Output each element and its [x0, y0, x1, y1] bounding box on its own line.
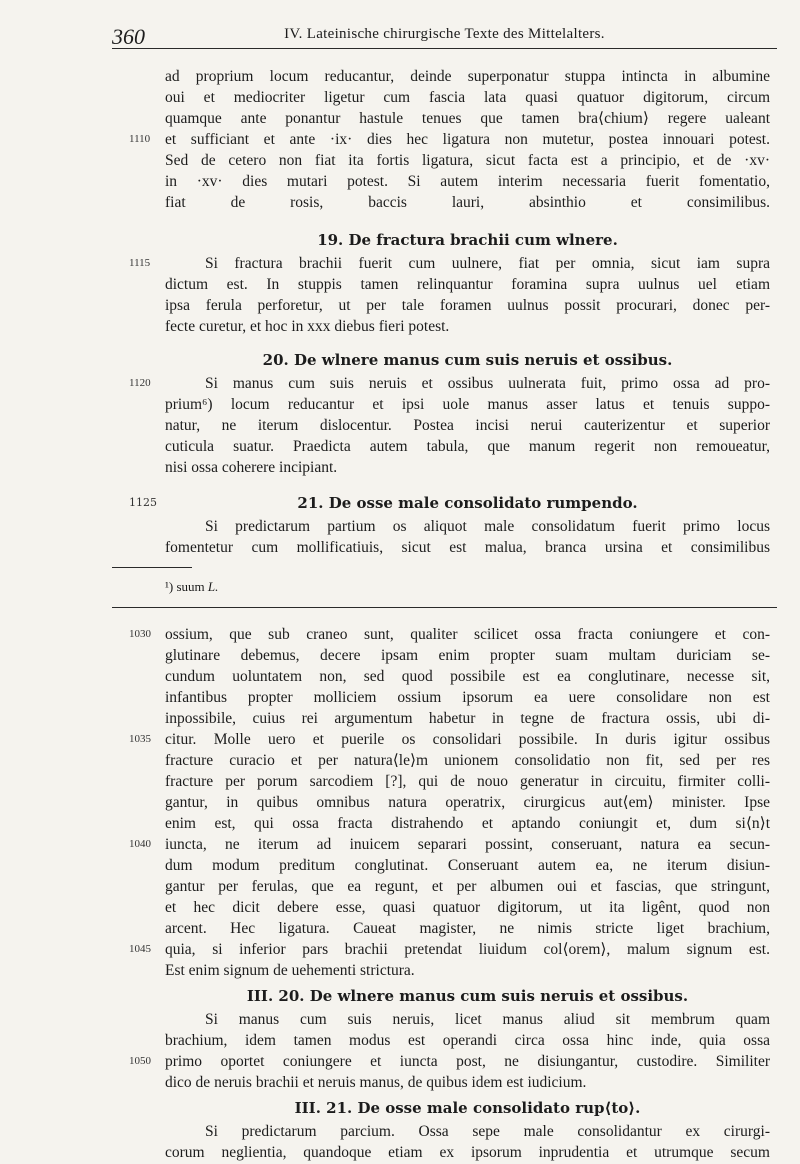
line-text: Est enim signum de uehementi strictura. [165, 962, 415, 979]
text-line [165, 813, 770, 834]
text-line [129, 1051, 770, 1072]
heading-text: 20. De wlnere manus cum suis neruis et ossibus. [262, 351, 673, 369]
line-number: 1110 [129, 133, 151, 145]
text-line [165, 316, 770, 337]
line-number: 1115 [129, 257, 151, 269]
text-line [165, 687, 770, 708]
text-line [165, 645, 770, 666]
page-number: 360 [112, 24, 145, 49]
line-text: prium⁶) locum reducantur et ipsi uole manus asser latus et tenuis suppo- [165, 396, 770, 413]
text-line [165, 537, 770, 558]
line-text: Si manus cum suis neruis, licet manus aliud sit membrum quam [205, 1011, 770, 1028]
text-line [165, 792, 770, 813]
text-line [165, 516, 770, 537]
section-divider-rule [112, 607, 777, 608]
line-text: glutinare debemus, decere ipsam enim propter suam multam duriciam se- [165, 647, 770, 664]
line-text: Si predictarum parcium. Ossa sepe male consolidantur ex cirurgi- [205, 1123, 770, 1140]
text-line [165, 192, 770, 213]
text-line [165, 876, 770, 897]
line-text: citur. Molle uero et puerile os consolidari possibile. In duris igitur ossibus [165, 731, 770, 748]
line-text: ad proprium locum reducantur, deinde superponatur stuppa intincta in albumine [165, 68, 770, 85]
line-text: fracture curacio et per natura⟨le⟩m unionem consolidatio non fit, sed per res [165, 752, 770, 769]
text-line [165, 171, 770, 192]
line-text: iuncta, ne iterum ad inuicem separari possint, conseruant, natura ea secun- [165, 836, 770, 853]
heading-text: III. 21. De osse male consolidato rup⟨to⟩. [294, 1099, 641, 1117]
heading-text: 19. De fractura brachii cum wlnere. [317, 231, 618, 249]
line-text: et sufficiant et ante ·ix· dies hec ligatura non mutetur, postea innouari potest. [165, 131, 770, 148]
text-line [129, 624, 770, 645]
text-line [165, 66, 770, 87]
text-line [165, 295, 770, 316]
line-number: 1050 [129, 1055, 151, 1067]
text-line [165, 150, 770, 171]
text-line [165, 436, 770, 457]
text-line [129, 939, 770, 960]
upper-text-block [129, 66, 770, 558]
line-text: oui et mediocriter ligetur cum fascia lata quasi quatuor digitorum, circum [165, 89, 770, 106]
line-number: 1035 [129, 733, 151, 745]
line-text: quamque ante ponantur hastule tenues que tamen bra⟨chium⟩ regere ualeant [165, 110, 770, 127]
page-header [112, 22, 777, 48]
heading-text: 21. De osse male consolidato rumpendo. [297, 494, 638, 512]
footnote-siglum: L. [207, 579, 219, 594]
section-heading [129, 490, 770, 516]
heading-text: III. 20. De wlnere manus cum suis neruis et ossibus. [246, 987, 689, 1005]
text-line [165, 87, 770, 108]
text-line [165, 771, 770, 792]
text-line [165, 457, 770, 478]
text-line [165, 274, 770, 295]
text-line [165, 960, 770, 981]
line-text: dum modum preditum conglutinat. Conseruant autem ea, ne iterum disiun- [165, 857, 770, 874]
running-title: IV. Lateinische chirurgische Texte des Mittelalters. [284, 26, 605, 42]
line-text: ossium, que sub craneo sunt, qualiter scilicet ossa fracta coniungere et con- [165, 626, 770, 643]
footnote [165, 579, 218, 595]
line-text: gantur, in quibus omnibus natura operatrix, cirurgicus aut⟨em⟩ minister. Ipse [165, 794, 770, 811]
line-text: quia, si inferior pars brachii pretendat liuidum col⟨orem⟩, malum signum est. [165, 941, 770, 958]
line-text: primo oportet coniungere et iuncta post, ne disiungantur, custodire. Similiter [165, 1053, 770, 1070]
line-text: inpossibile, cuius rei argumentum habetur in tegne de fractura ossis, ubi di- [165, 710, 770, 727]
text-line [129, 834, 770, 855]
line-number: 1045 [129, 943, 151, 955]
text-line [165, 918, 770, 939]
text-line [165, 1030, 770, 1051]
line-text: in ·xv· dies mutari potest. Si autem interim necessaria fuerit fomentatio, [165, 173, 770, 190]
line-text: natur, ne iterum dislocentur. Postea incisi nerui cauterizentur et superior [165, 417, 770, 434]
line-text: dictum est. In stuppis tamen relinquantur foramina supra uulnus uel etiam [165, 276, 770, 293]
line-text: gantur per ferulas, que ea regunt, et per albumen oui et fascias, que stringunt, [165, 878, 770, 895]
text-line [165, 1072, 770, 1093]
header-rule [112, 48, 777, 49]
line-text: brachium, idem tamen modus est operandi circa ossa hinc inde, quia ossa [165, 1032, 770, 1049]
line-text: ipsa ferula perforetur, ut per tale foramen uulnus possit procurari, donec per- [165, 297, 770, 314]
line-text: et hec dicit debere esse, quasi quatuor digitorum, ut ita ligênt, quod non [165, 899, 770, 916]
line-text: dico de neruis brachii et neruis manus, de quibus idem est iudicium. [165, 1074, 587, 1091]
line-text: Si predictarum partium os aliquot male consolidatum fuerit primo locus [205, 518, 770, 535]
text-line [165, 1142, 770, 1163]
line-text: fiat de rosis, baccis lauri, absinthio et consimilibus. [165, 194, 770, 211]
text-line [129, 373, 770, 394]
text-line [165, 750, 770, 771]
text-line [129, 729, 770, 750]
line-number: 1040 [129, 838, 151, 850]
line-text: enim est, qui ossa fracta distrahendo et aptando coniungit et, dum si⟨n⟩t [165, 815, 770, 832]
text-line [165, 897, 770, 918]
line-text: nisi ossa coherere incipiant. [165, 459, 338, 476]
line-text: arcent. Hec ligatura. Caueat magister, ne nimis stricte liget brachium, [165, 920, 770, 937]
section-heading [165, 983, 770, 1009]
text-line [165, 108, 770, 129]
line-number: 1030 [129, 628, 151, 640]
footnote-rule [112, 567, 192, 568]
line-text: infantibus propter molliciem ossium ipsorum ea uere consolidare non est [165, 689, 770, 706]
section-heading [165, 1095, 770, 1121]
text-line [165, 855, 770, 876]
section-heading [165, 227, 770, 253]
text-line [129, 129, 770, 150]
footnote-mark: ¹) [165, 579, 174, 594]
line-text: Sed de cetero non fiat ita fortis ligatura, sicut facta est a principio, et de ·xv· [165, 152, 770, 169]
text-line [165, 394, 770, 415]
line-text: corum neglientia, quandoque etiam ex ipsorum inprudentia et utrumque secum [165, 1144, 770, 1161]
text-line [165, 1009, 770, 1030]
text-line [165, 708, 770, 729]
text-line [165, 666, 770, 687]
line-text: cundum uoluntatem non, sed quod possibile est ea conglutinare, necesse sit, [165, 668, 770, 685]
text-line [165, 415, 770, 436]
section-heading [165, 347, 770, 373]
line-text: fecte curetur, et hoc in xxx diebus fieri potest. [165, 318, 450, 335]
line-text: fracture per porum sarcodiem [?], qui de nouo generatur in circuitu, firmiter colli- [165, 773, 770, 790]
line-number: 1125 [129, 496, 157, 509]
footnote-text: suum [176, 579, 205, 594]
line-text: fomentetur cum mollificatiuis, sicut est malua, branca ursina et consimilibus [165, 539, 770, 556]
line-text: cuticula suatur. Praedicta autem tabula, que manum regerit non remoueatur, [165, 438, 770, 455]
line-number: 1120 [129, 377, 151, 389]
line-text: Si fractura brachii fuerit cum uulnere, fiat per omnia, sicut iam supra [205, 255, 770, 272]
text-line [129, 253, 770, 274]
line-text: Si manus cum suis neruis et ossibus uulnerata fuit, primo ossa ad pro- [205, 375, 770, 392]
text-line [165, 1121, 770, 1142]
lower-text-block [129, 624, 770, 1163]
